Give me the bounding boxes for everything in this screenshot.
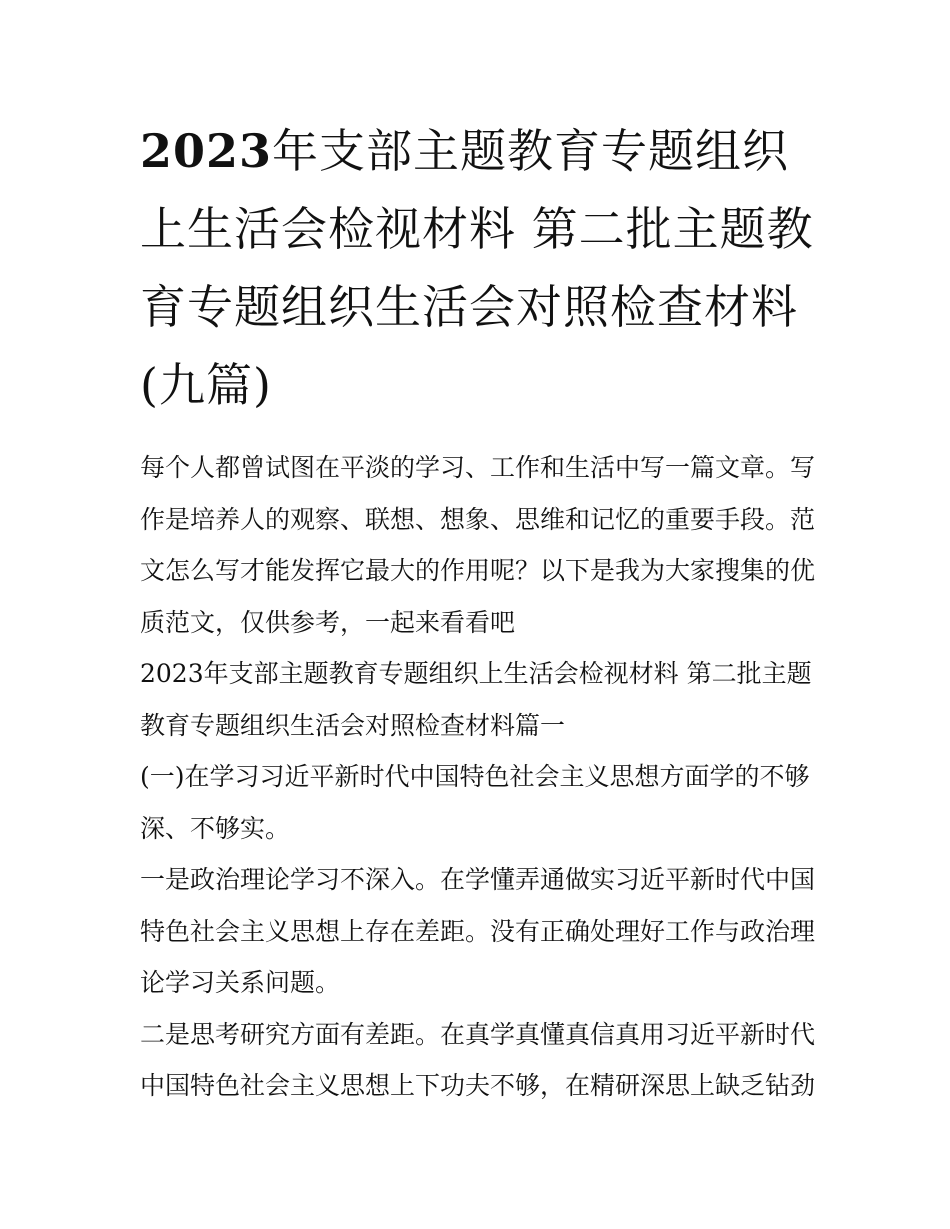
- title-year: 2023: [140, 124, 273, 178]
- body-paragraph: 二是思考研究方面有差距。在真学真懂真信真用习近平新时代中国特色社会主义思想上下功夫不够，在精研深思上缺乏钻劲: [140, 1019, 816, 1100]
- intro-paragraph: 每个人都曾试图在平淡的学习、工作和生活中写一篇文章。写作是培养人的观察、联想、想象、思维和记忆的重要手段。范文怎么写才能发挥它最大的作用呢？以下是我为大家搜集的优质范文，仅供参考，一起来看看吧: [140, 453, 816, 637]
- document-body: [140, 112, 815, 1112]
- body-paragraph: 一是政治理论学习不深入。在学懂弄通做实习近平新时代中国特色社会主义思想上存在差距。没有正确处理好工作与政治理论学习关系问题。: [140, 865, 816, 997]
- subsection-heading: (一)在学习习近平新时代中国特色社会主义思想方面学的不够深、不够实。: [140, 762, 810, 843]
- title-text: 年支部主题教育专题组织上生活会检视材料 第二批主题教育专题组织生活会对照检查材料(九篇): [140, 124, 814, 412]
- document-title: [140, 112, 815, 424]
- section-heading: 2023年支部主题教育专题组织上生活会检视材料 第二批主题教育专题组织生活会对照检查材料篇一: [140, 659, 812, 740]
